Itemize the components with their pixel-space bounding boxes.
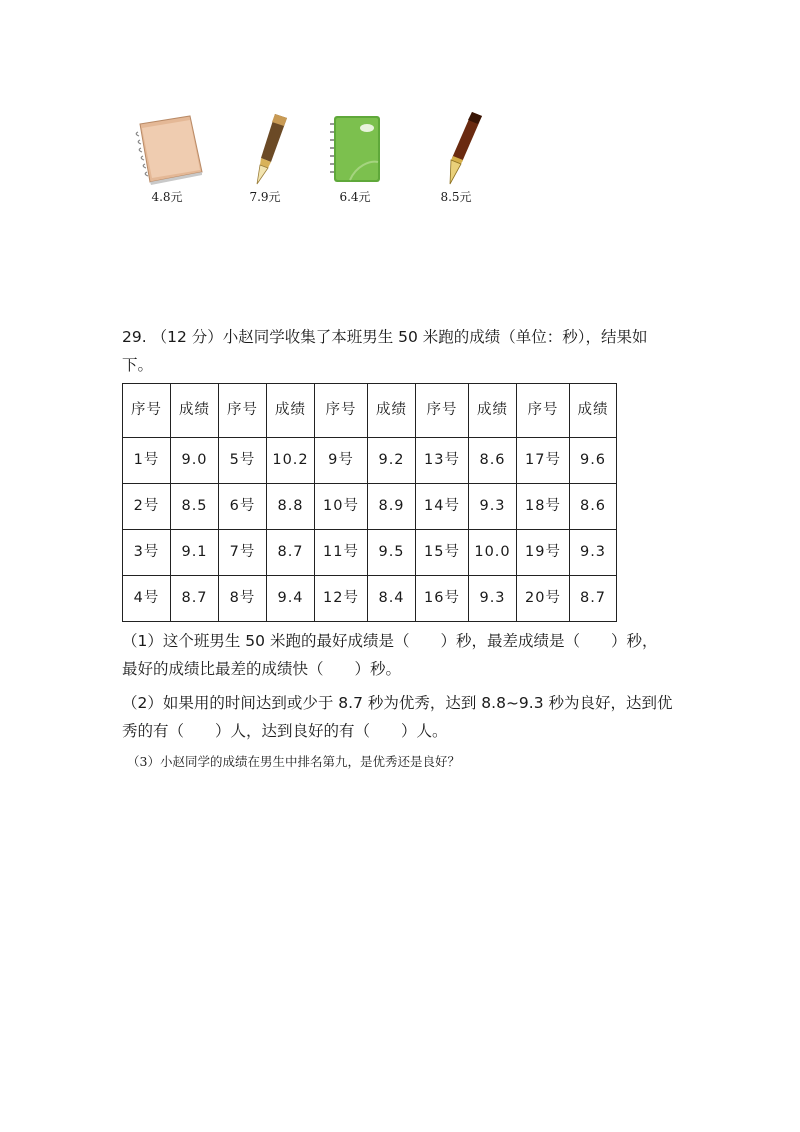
header-cell: 成绩	[469, 384, 517, 438]
sub-question-3: （3）小赵同学的成绩在男生中排名第九，是优秀还是良好？	[127, 754, 460, 769]
table-cell: 8.7	[171, 576, 219, 622]
table-cell: 9.0	[171, 438, 219, 484]
green-notebook-icon	[320, 110, 390, 186]
item-fountain-pen	[411, 110, 501, 205]
table-cell: 8.4	[368, 576, 416, 622]
table-cell: 9.6	[570, 438, 617, 484]
table-cell: 11号	[315, 530, 368, 576]
table-cell: 9.3	[469, 576, 517, 622]
table-cell: 5号	[219, 438, 267, 484]
table-cell: 10.2	[267, 438, 315, 484]
item-price: 4.8元	[151, 190, 183, 204]
sub-question-2-line1: （2）如果用的时间达到或少于 8.7 秒为优秀，达到 8.8~9.3 秒为良好，达到优	[122, 694, 673, 712]
table-cell: 6号	[219, 484, 267, 530]
header-cell: 序号	[315, 384, 368, 438]
table-cell: 9.2	[368, 438, 416, 484]
sub-question-1-line2: 最好的成绩比最差的成绩快（ ）秒。	[122, 660, 402, 678]
table-cell: 14号	[416, 484, 469, 530]
fountain-pen-icon	[426, 110, 486, 186]
table-cell: 19号	[517, 530, 570, 576]
table-row	[123, 576, 617, 622]
table-cell: 3号	[123, 530, 171, 576]
table-cell: 8.6	[469, 438, 517, 484]
header-cell: 成绩	[267, 384, 315, 438]
header-cell: 成绩	[368, 384, 416, 438]
table-cell: 8.7	[267, 530, 315, 576]
table-cell: 18号	[517, 484, 570, 530]
table-cell: 8.8	[267, 484, 315, 530]
scores-table	[122, 383, 617, 622]
table-cell: 9.1	[171, 530, 219, 576]
table-header-row	[123, 384, 617, 438]
table-row	[123, 530, 617, 576]
table-cell: 8号	[219, 576, 267, 622]
table-cell: 4号	[123, 576, 171, 622]
table-cell: 8.6	[570, 484, 617, 530]
table-cell: 2号	[123, 484, 171, 530]
table-cell: 9.3	[570, 530, 617, 576]
table-cell: 13号	[416, 438, 469, 484]
question-title	[122, 323, 682, 379]
table-cell: 8.9	[368, 484, 416, 530]
table-cell: 9.3	[469, 484, 517, 530]
header-cell: 序号	[416, 384, 469, 438]
table-cell: 12号	[315, 576, 368, 622]
item-price: 7.9元	[249, 190, 281, 204]
table-cell: 9.5	[368, 530, 416, 576]
notebook-icon	[128, 110, 206, 186]
table-cell: 16号	[416, 576, 469, 622]
table-cell: 20号	[517, 576, 570, 622]
table-cell: 9.4	[267, 576, 315, 622]
header-cell: 成绩	[570, 384, 617, 438]
table-row	[123, 484, 617, 530]
header-cell: 序号	[219, 384, 267, 438]
item-price: 6.4元	[339, 190, 371, 204]
table-row	[123, 438, 617, 484]
table-cell: 7号	[219, 530, 267, 576]
question-title-line1: 29. （12 分）小赵同学收集了本班男生 50 米跑的成绩（单位：秒），结果如	[122, 328, 648, 346]
table-cell: 10号	[315, 484, 368, 530]
table-cell: 10.0	[469, 530, 517, 576]
sub-question-2-line2: 秀的有（ ）人，达到良好的有（ ）人。	[122, 722, 448, 740]
table-cell: 8.5	[171, 484, 219, 530]
sub-question-2	[122, 689, 682, 745]
table-cell: 8.7	[570, 576, 617, 622]
header-cell: 成绩	[171, 384, 219, 438]
sub-question-1	[122, 627, 682, 683]
item-pen	[220, 110, 310, 205]
table-cell: 17号	[517, 438, 570, 484]
item-green-notebook	[310, 110, 400, 205]
table-cell: 15号	[416, 530, 469, 576]
sub-question-1-line1: （1）这个班男生 50 米跑的最好成绩是（ ）秒，最差成绩是（ ）秒，	[122, 632, 658, 650]
item-price: 8.5元	[440, 190, 472, 204]
question-title-line2: 下。	[122, 356, 154, 374]
stationery-items	[0, 110, 800, 220]
table-cell: 9号	[315, 438, 368, 484]
table-cell: 1号	[123, 438, 171, 484]
header-cell: 序号	[517, 384, 570, 438]
header-cell: 序号	[123, 384, 171, 438]
item-notebook	[122, 110, 212, 205]
pen-icon	[235, 110, 295, 186]
